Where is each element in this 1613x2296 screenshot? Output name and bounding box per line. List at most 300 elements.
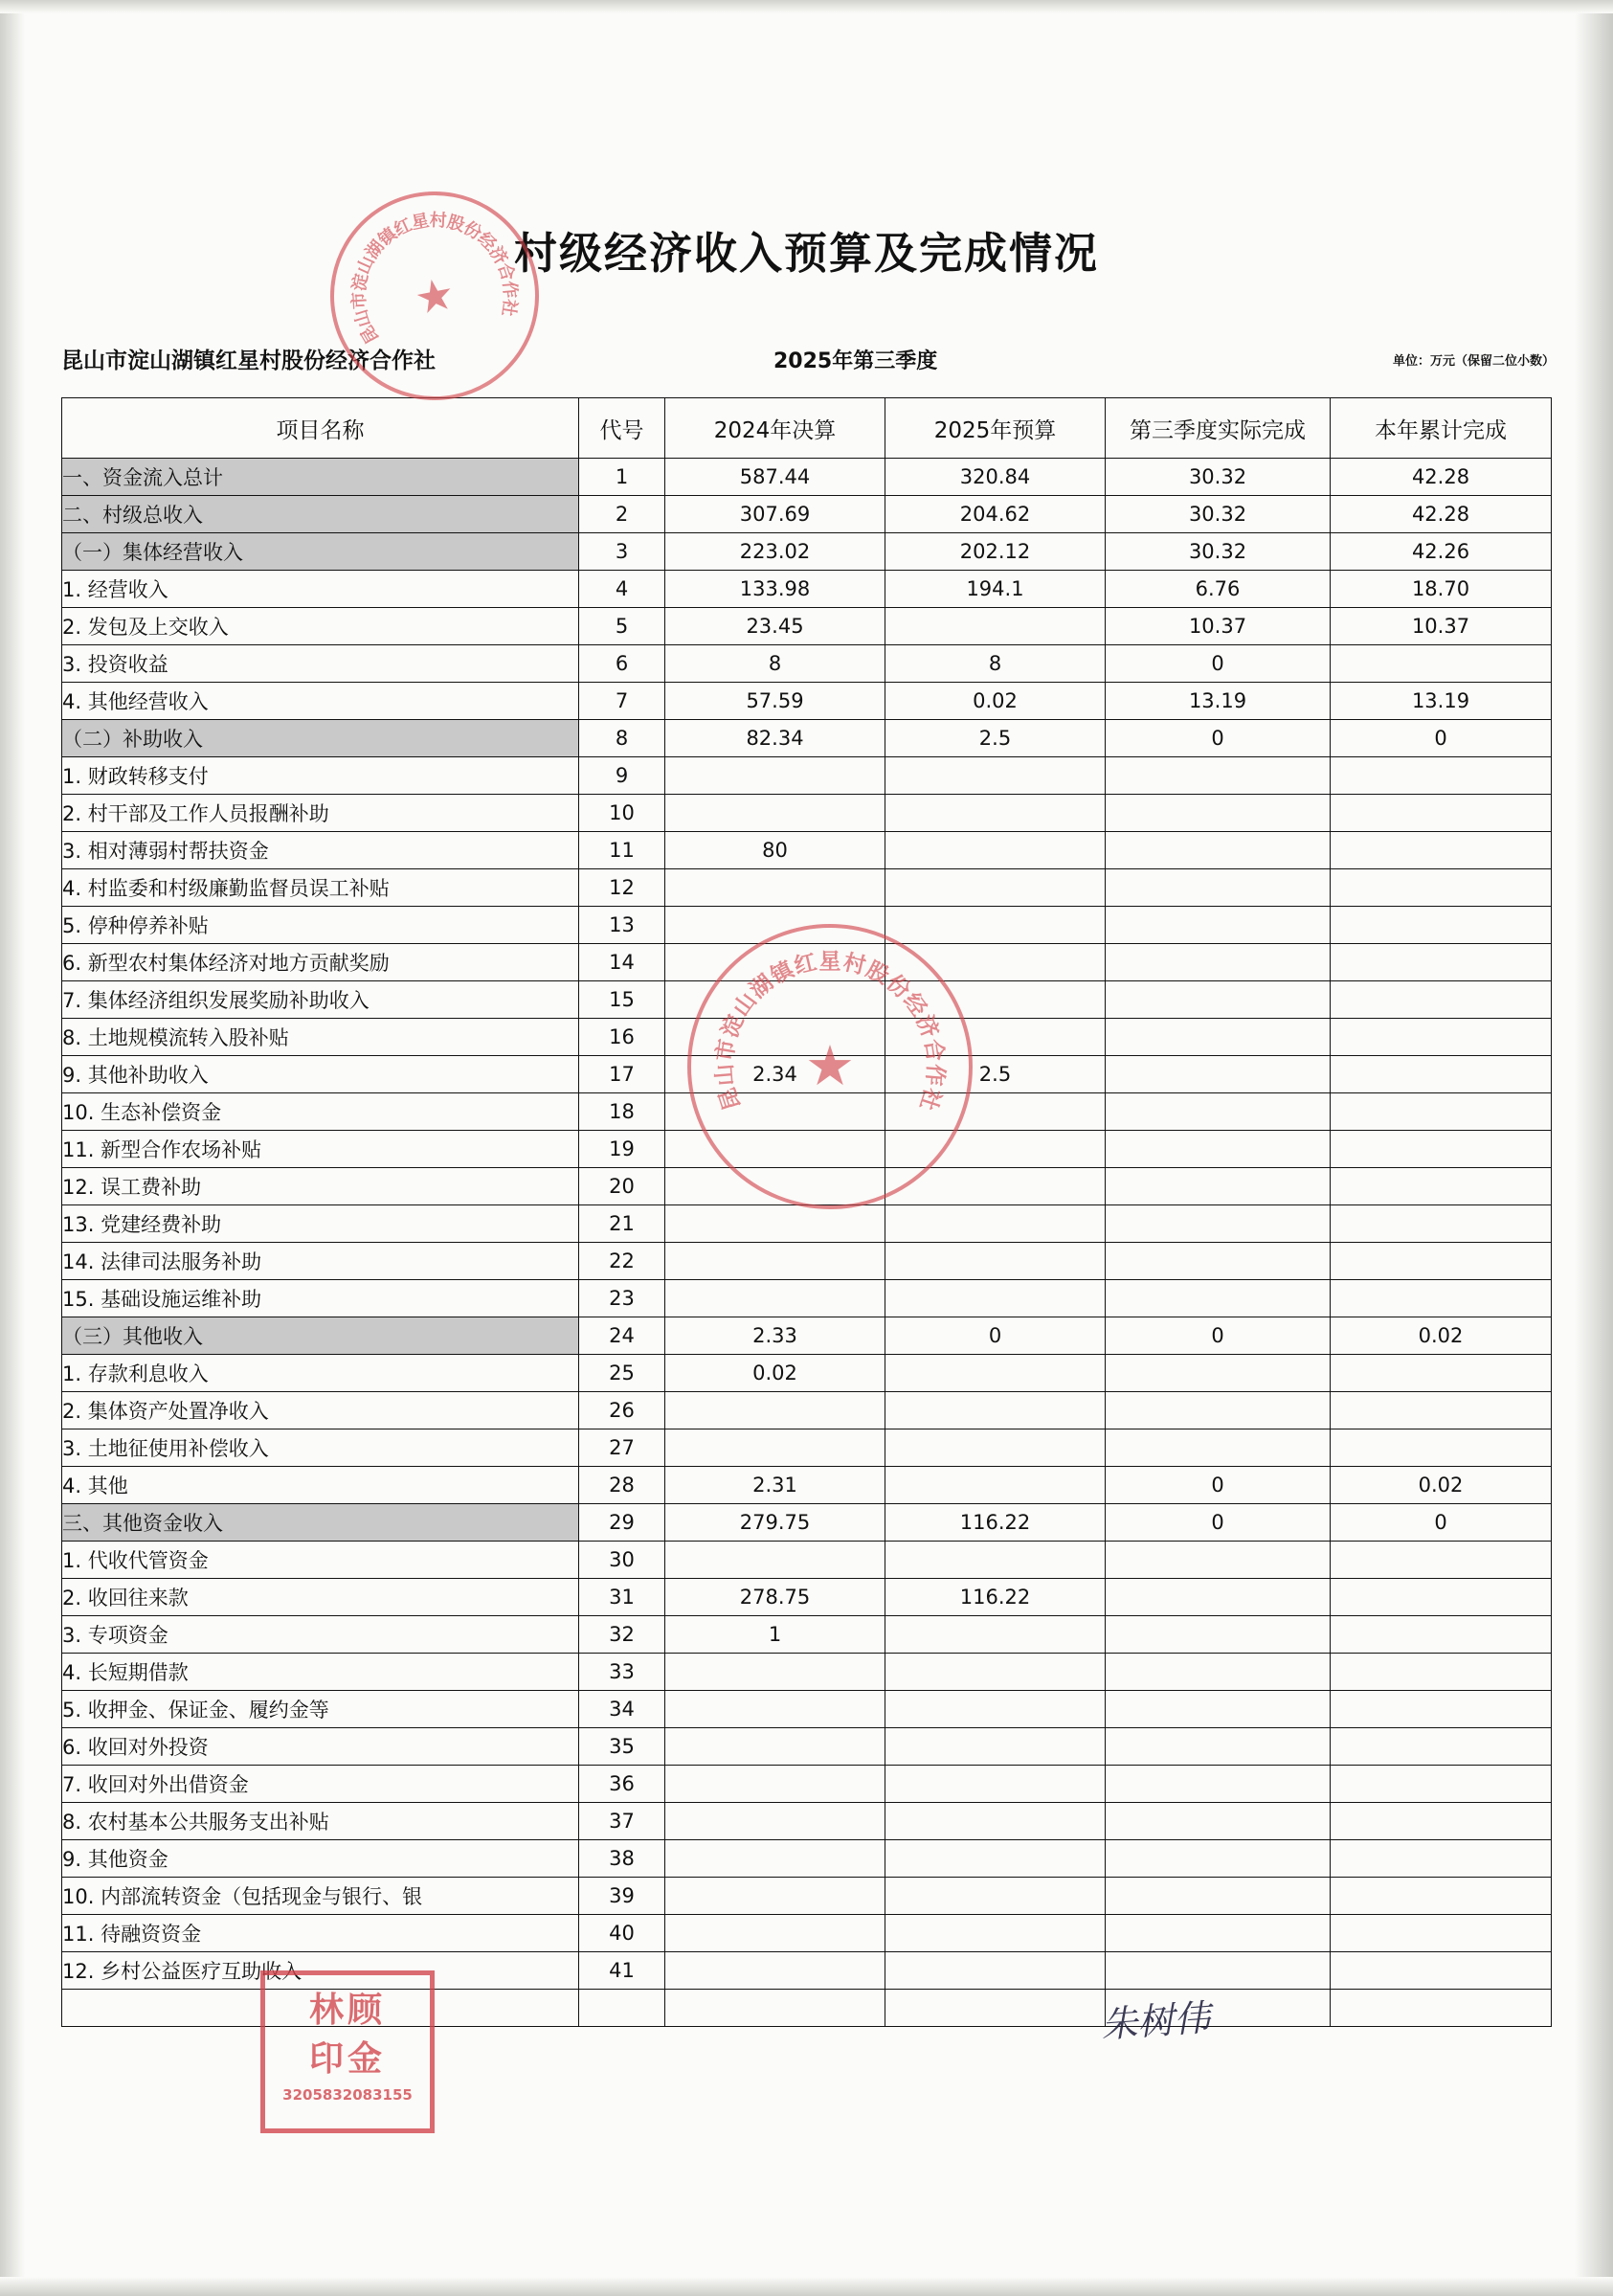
cell-v3: 30.32 <box>1106 533 1331 571</box>
cell-v2 <box>885 1691 1106 1728</box>
cell-code: 40 <box>579 1915 665 1952</box>
cell-item-name: 4. 村监委和村级廉勤监督员误工补贴 <box>62 869 579 907</box>
cell-v3: 13.19 <box>1106 683 1331 720</box>
cell-code: 30 <box>579 1542 665 1579</box>
cell-v4: 0.02 <box>1331 1467 1552 1504</box>
seal-char: 社 <box>497 297 521 318</box>
cell-item-name: 一、资金流入总计 <box>62 459 579 496</box>
table-row <box>62 683 1552 720</box>
cell-item-name: 7. 集体经济组织发展奖励补助收入 <box>62 981 579 1019</box>
cell-code: 7 <box>579 683 665 720</box>
table-row <box>62 1691 1552 1728</box>
cell-v4 <box>1331 832 1552 869</box>
cell-item-name: 10. 生态补偿资金 <box>62 1093 579 1131</box>
cell-v3: 0 <box>1106 645 1331 683</box>
cell-code: 21 <box>579 1205 665 1243</box>
cell-v1: 2.33 <box>665 1317 885 1355</box>
cell-v1 <box>665 1878 885 1915</box>
cell-v1: 2.31 <box>665 1467 885 1504</box>
cell-v2 <box>885 1429 1106 1467</box>
cell-code: 35 <box>579 1728 665 1766</box>
cell-v3 <box>1106 1990 1331 2027</box>
cell-code: 24 <box>579 1317 665 1355</box>
seal-char: 作 <box>499 280 521 300</box>
cell-v1: 0.02 <box>665 1355 885 1392</box>
seal-char: 济 <box>910 1011 943 1042</box>
table-row <box>62 1728 1552 1766</box>
cell-v3 <box>1106 1766 1331 1803</box>
cell-v4: 18.70 <box>1331 571 1552 608</box>
cell-v2 <box>885 1093 1106 1131</box>
cell-v3: 0 <box>1106 1467 1331 1504</box>
table-row <box>62 459 1552 496</box>
cell-v2 <box>885 1355 1106 1392</box>
cell-v1 <box>665 1654 885 1691</box>
cell-v4 <box>1331 1056 1552 1093</box>
cell-v3 <box>1106 1616 1331 1654</box>
cell-v3: 30.32 <box>1106 496 1331 533</box>
cell-item-name: 6. 收回对外投资 <box>62 1728 579 1766</box>
cell-v2 <box>885 1243 1106 1280</box>
cell-v2 <box>885 1728 1106 1766</box>
cell-v1: 80 <box>665 832 885 869</box>
cell-code: 3 <box>579 533 665 571</box>
cell-v3 <box>1106 1952 1331 1990</box>
cell-code: 5 <box>579 608 665 645</box>
cell-v3 <box>1106 1243 1331 1280</box>
table-row <box>62 645 1552 683</box>
cell-code: 28 <box>579 1467 665 1504</box>
cell-code <box>579 1990 665 2027</box>
cell-v1: 1 <box>665 1616 885 1654</box>
table-row <box>62 907 1552 944</box>
seal-char: 山 <box>350 306 375 329</box>
cell-v1 <box>665 1019 885 1056</box>
seal-char: 份 <box>459 217 485 244</box>
table-row <box>62 1990 1552 2027</box>
cell-v1: 307.69 <box>665 496 885 533</box>
cell-item-name: 4. 其他经营收入 <box>62 683 579 720</box>
paper-edge-bottom <box>0 2277 1613 2296</box>
seal-char: 经 <box>473 228 501 256</box>
cell-v1 <box>665 1915 885 1952</box>
cell-v3 <box>1106 944 1331 981</box>
cell-v4 <box>1331 645 1552 683</box>
seal-char: 星 <box>818 949 841 975</box>
cell-item-name: （一）集体经营收入 <box>62 533 579 571</box>
cell-item-name: 4. 长短期借款 <box>62 1654 579 1691</box>
cell-v2: 0 <box>885 1317 1106 1355</box>
cell-v4 <box>1331 1803 1552 1840</box>
cell-v3 <box>1106 1168 1331 1205</box>
cell-v3: 0 <box>1106 1317 1331 1355</box>
cell-code: 16 <box>579 1019 665 1056</box>
cell-code: 18 <box>579 1093 665 1131</box>
cell-item-name: 2. 集体资产处置净收入 <box>62 1392 579 1429</box>
cell-item-name: 2. 收回往来款 <box>62 1579 579 1616</box>
cell-v1 <box>665 1168 885 1205</box>
table-row <box>62 1243 1552 1280</box>
cell-item-name: 14. 法律司法服务补助 <box>62 1243 579 1280</box>
table-row <box>62 1131 1552 1168</box>
cell-v2 <box>885 1803 1106 1840</box>
cell-item-name: 11. 待融资资金 <box>62 1915 579 1952</box>
seal-ring-text-top <box>317 178 552 414</box>
cell-item-name: 3. 相对薄弱村帮扶资金 <box>62 832 579 869</box>
cell-code: 17 <box>579 1056 665 1093</box>
table-row <box>62 1019 1552 1056</box>
cell-v4 <box>1331 1205 1552 1243</box>
table-row <box>62 869 1552 907</box>
cell-item-name: 三、其他资金收入 <box>62 1504 579 1542</box>
seal-char: 股 <box>444 212 467 236</box>
cell-v3 <box>1106 1542 1331 1579</box>
table-row <box>62 1429 1552 1467</box>
cell-v3 <box>1106 981 1331 1019</box>
seal-char: 星 <box>410 210 431 234</box>
cell-v2 <box>885 1616 1106 1654</box>
cell-item-name: 9. 其他补助收入 <box>62 1056 579 1093</box>
table-row <box>62 1878 1552 1915</box>
cell-code: 12 <box>579 869 665 907</box>
square-seal-line2: 印金 <box>308 2039 386 2079</box>
seal-char: 济 <box>484 242 512 269</box>
cell-item-name: （二）补助收入 <box>62 720 579 757</box>
cell-v1: 8 <box>665 645 885 683</box>
cell-v3 <box>1106 1205 1331 1243</box>
table-row <box>62 1579 1552 1616</box>
table-row <box>62 1280 1552 1317</box>
cell-v3 <box>1106 1355 1331 1392</box>
cell-item-name: 10. 内部流转资金（包括现金与银行、银 <box>62 1878 579 1915</box>
cell-code: 10 <box>579 795 665 832</box>
paper-edge-left <box>0 0 25 2296</box>
cell-v1 <box>665 1990 885 2027</box>
table-row <box>62 1392 1552 1429</box>
document-subheader <box>61 343 1555 371</box>
cell-code: 9 <box>579 757 665 795</box>
cell-v2 <box>885 1131 1106 1168</box>
cell-v1 <box>665 795 885 832</box>
cell-v2 <box>885 1990 1106 2027</box>
cell-v2 <box>885 1205 1106 1243</box>
cell-v1 <box>665 1840 885 1878</box>
cell-code: 20 <box>579 1168 665 1205</box>
cell-v2 <box>885 944 1106 981</box>
cell-v1: 2.34 <box>665 1056 885 1093</box>
cell-v3: 0 <box>1106 720 1331 757</box>
cell-code: 2 <box>579 496 665 533</box>
cell-v3 <box>1106 1878 1331 1915</box>
cell-code: 32 <box>579 1616 665 1654</box>
seal-char: 湖 <box>745 970 779 1004</box>
cell-v4 <box>1331 1392 1552 1429</box>
reporting-period: 2025年第三季度 <box>773 349 938 373</box>
table-row <box>62 1317 1552 1355</box>
cell-v4: 0.02 <box>1331 1317 1552 1355</box>
seal-char: 昆 <box>714 1084 746 1114</box>
cell-v4 <box>1331 1990 1552 2027</box>
cell-code: 39 <box>579 1878 665 1915</box>
cell-v3: 30.32 <box>1106 459 1331 496</box>
page-title: 村级经济收入预算及完成情况 <box>513 228 1099 279</box>
seal-char: 合 <box>493 260 519 283</box>
seal-char: 镇 <box>374 223 401 251</box>
cell-v2 <box>885 981 1106 1019</box>
cell-item-name: 1. 经营收入 <box>62 571 579 608</box>
col-header-ytd-total: 本年累计完成 <box>1331 398 1552 459</box>
cell-v3 <box>1106 757 1331 795</box>
cell-item-name: 2. 村干部及工作人员报酬补助 <box>62 795 579 832</box>
table-row <box>62 795 1552 832</box>
cell-v4 <box>1331 1093 1552 1131</box>
cell-v4 <box>1331 1131 1552 1168</box>
cell-v1 <box>665 1280 885 1317</box>
seal-char: 经 <box>898 988 931 1022</box>
cell-v3 <box>1106 907 1331 944</box>
seal-char: 镇 <box>767 957 798 990</box>
cell-item-name: 1. 财政转移支付 <box>62 757 579 795</box>
cell-code: 25 <box>579 1355 665 1392</box>
cell-v3 <box>1106 869 1331 907</box>
seal-char: 作 <box>921 1063 949 1088</box>
cell-code: 11 <box>579 832 665 869</box>
handwritten-signature: 朱树伟 <box>1099 1996 1212 2046</box>
organization-name: 昆山市淀山湖镇红星村股份经济合作社 <box>61 349 436 373</box>
cell-v4: 42.28 <box>1331 496 1552 533</box>
cell-item-name: 3. 土地征使用补偿收入 <box>62 1429 579 1467</box>
cell-v2 <box>885 1168 1106 1205</box>
table-row <box>62 571 1552 608</box>
seal-char: 山 <box>353 253 379 278</box>
cell-v1 <box>665 1131 885 1168</box>
cell-v1: 223.02 <box>665 533 885 571</box>
cell-v4: 10.37 <box>1331 608 1552 645</box>
seal-char: 社 <box>914 1084 946 1114</box>
table-row <box>62 1952 1552 1990</box>
cell-v2: 204.62 <box>885 496 1106 533</box>
cell-v4 <box>1331 1243 1552 1280</box>
unit-note: 单位：万元（保留二位小数） <box>1392 354 1555 369</box>
cell-v4 <box>1331 1766 1552 1803</box>
cell-v2: 2.5 <box>885 1056 1106 1093</box>
cell-v1: 278.75 <box>665 1579 885 1616</box>
table-body <box>62 459 1552 2027</box>
col-header-2025-budget: 2025年预算 <box>885 398 1106 459</box>
seal-char: 村 <box>429 210 448 232</box>
table-row <box>62 1467 1552 1504</box>
cell-item-name: 9. 其他资金 <box>62 1840 579 1878</box>
cell-v4: 0 <box>1331 720 1552 757</box>
cell-v2 <box>885 1915 1106 1952</box>
seal-char: 淀 <box>348 272 372 293</box>
cell-v3: 6.76 <box>1106 571 1331 608</box>
cell-item-name: 13. 党建经费补助 <box>62 1205 579 1243</box>
cell-v1 <box>665 1243 885 1280</box>
cell-v2 <box>885 1467 1106 1504</box>
cell-code: 4 <box>579 571 665 608</box>
cell-v4 <box>1331 1691 1552 1728</box>
table-row <box>62 1616 1552 1654</box>
table-row <box>62 1840 1552 1878</box>
cell-v2: 8 <box>885 645 1106 683</box>
col-header-item: 项目名称 <box>62 398 579 459</box>
cell-v1 <box>665 757 885 795</box>
cell-v1 <box>665 1952 885 1990</box>
cell-item-name: （三）其他收入 <box>62 1317 579 1355</box>
cell-v3 <box>1106 1840 1331 1878</box>
cell-item-name: 8. 土地规模流转入股补贴 <box>62 1019 579 1056</box>
cell-v2 <box>885 1878 1106 1915</box>
cell-code: 38 <box>579 1840 665 1878</box>
cell-v4 <box>1331 1878 1552 1915</box>
seal-char: 市 <box>348 291 370 310</box>
table-row <box>62 1542 1552 1579</box>
cell-v1 <box>665 1691 885 1728</box>
cell-v2 <box>885 757 1106 795</box>
cell-item-name: 4. 其他 <box>62 1467 579 1504</box>
seal-char: 份 <box>881 970 915 1004</box>
seal-char: 山 <box>728 988 762 1022</box>
cell-item-name: 1. 存款利息收入 <box>62 1355 579 1392</box>
cell-v4 <box>1331 1952 1552 1990</box>
cell-v2 <box>885 832 1106 869</box>
cell-v1 <box>665 1093 885 1131</box>
cell-v1 <box>665 981 885 1019</box>
cell-v4: 0 <box>1331 1504 1552 1542</box>
cell-v1: 57.59 <box>665 683 885 720</box>
seal-char: 红 <box>391 214 415 241</box>
cell-v2: 0.02 <box>885 683 1106 720</box>
cell-v3 <box>1106 1392 1331 1429</box>
cell-v4 <box>1331 795 1552 832</box>
cell-code: 14 <box>579 944 665 981</box>
col-header-2024-final: 2024年决算 <box>665 398 885 459</box>
cell-v4 <box>1331 1915 1552 1952</box>
cell-v1: 133.98 <box>665 571 885 608</box>
cell-code: 26 <box>579 1392 665 1429</box>
cell-v2: 202.12 <box>885 533 1106 571</box>
cell-item-name: 15. 基础设施运维补助 <box>62 1280 579 1317</box>
cell-v2: 2.5 <box>885 720 1106 757</box>
cell-v4 <box>1331 1579 1552 1616</box>
cell-v3: 0 <box>1106 1504 1331 1542</box>
seal-char: 湖 <box>362 236 389 263</box>
seal-char: 淀 <box>717 1011 750 1042</box>
cell-v2 <box>885 1840 1106 1878</box>
cell-v3: 10.37 <box>1106 608 1331 645</box>
cell-v3 <box>1106 1093 1331 1131</box>
star-icon: ★ <box>805 1035 855 1097</box>
cell-code: 33 <box>579 1654 665 1691</box>
cell-code: 13 <box>579 907 665 944</box>
cell-v3 <box>1106 1691 1331 1728</box>
table-header-row <box>62 398 1552 459</box>
square-seal-number: 3205832083155 <box>282 2086 413 2104</box>
cell-item-name: 7. 收回对外出借资金 <box>62 1766 579 1803</box>
paper-edge-right <box>1575 0 1613 2296</box>
table-row <box>62 1504 1552 1542</box>
cell-v1 <box>665 1429 885 1467</box>
cell-v2: 116.22 <box>885 1579 1106 1616</box>
cell-item-name: 5. 停种停养补贴 <box>62 907 579 944</box>
cell-v1: 82.34 <box>665 720 885 757</box>
seal-char: 股 <box>862 957 893 990</box>
cell-code: 1 <box>579 459 665 496</box>
col-header-code: 代号 <box>579 398 665 459</box>
cell-v2: 116.22 <box>885 1504 1106 1542</box>
cell-v2 <box>885 608 1106 645</box>
table-row <box>62 1915 1552 1952</box>
cell-v1 <box>665 907 885 944</box>
cell-v1 <box>665 1803 885 1840</box>
cell-v2 <box>885 869 1106 907</box>
cell-item-name: 1. 代收代管资金 <box>62 1542 579 1579</box>
cell-v4 <box>1331 1280 1552 1317</box>
cell-v4: 42.28 <box>1331 459 1552 496</box>
cell-v1 <box>665 1392 885 1429</box>
cell-v4 <box>1331 1355 1552 1392</box>
table-row <box>62 757 1552 795</box>
cell-v1: 23.45 <box>665 608 885 645</box>
cell-v4 <box>1331 1542 1552 1579</box>
cell-v2 <box>885 1542 1106 1579</box>
seal-char: 合 <box>919 1037 948 1064</box>
cell-v2 <box>885 1952 1106 1990</box>
cell-code: 8 <box>579 720 665 757</box>
table-row <box>62 720 1552 757</box>
table-row <box>62 981 1552 1019</box>
cell-v4 <box>1331 944 1552 981</box>
table-row <box>62 1766 1552 1803</box>
cell-v4: 13.19 <box>1331 683 1552 720</box>
cell-v4 <box>1331 1019 1552 1056</box>
budget-table <box>61 397 1552 2027</box>
cell-v4 <box>1331 1429 1552 1467</box>
cell-item-name: 12. 乡村公益医疗互助收入 <box>62 1952 579 1990</box>
cell-item-name: 3. 投资收益 <box>62 645 579 683</box>
cell-v2 <box>885 1654 1106 1691</box>
cell-code: 36 <box>579 1766 665 1803</box>
cell-item-name: 2. 发包及上交收入 <box>62 608 579 645</box>
cell-v3 <box>1106 1803 1331 1840</box>
cell-v4 <box>1331 1728 1552 1766</box>
cell-code: 23 <box>579 1280 665 1317</box>
seal-char: 昆 <box>357 322 384 348</box>
square-seal-line1: 林顾 <box>308 1991 386 2030</box>
table-row <box>62 1803 1552 1840</box>
cell-v1 <box>665 1766 885 1803</box>
table-row <box>62 832 1552 869</box>
cell-v2 <box>885 795 1106 832</box>
cell-item-name: 8. 农村基本公共服务支出补贴 <box>62 1803 579 1840</box>
cell-v4 <box>1331 757 1552 795</box>
cell-item-name <box>62 1990 579 2027</box>
cell-v1 <box>665 1542 885 1579</box>
cell-v2 <box>885 1019 1106 1056</box>
cell-v1: 279.75 <box>665 1504 885 1542</box>
table-row <box>62 1056 1552 1093</box>
cell-code: 22 <box>579 1243 665 1280</box>
cell-v4 <box>1331 1168 1552 1205</box>
round-seal-top <box>312 173 557 418</box>
paper-edge-top <box>0 0 1613 13</box>
cell-v4 <box>1331 869 1552 907</box>
cell-code: 6 <box>579 645 665 683</box>
cell-v4 <box>1331 1616 1552 1654</box>
cell-code: 19 <box>579 1131 665 1168</box>
cell-v3 <box>1106 1654 1331 1691</box>
